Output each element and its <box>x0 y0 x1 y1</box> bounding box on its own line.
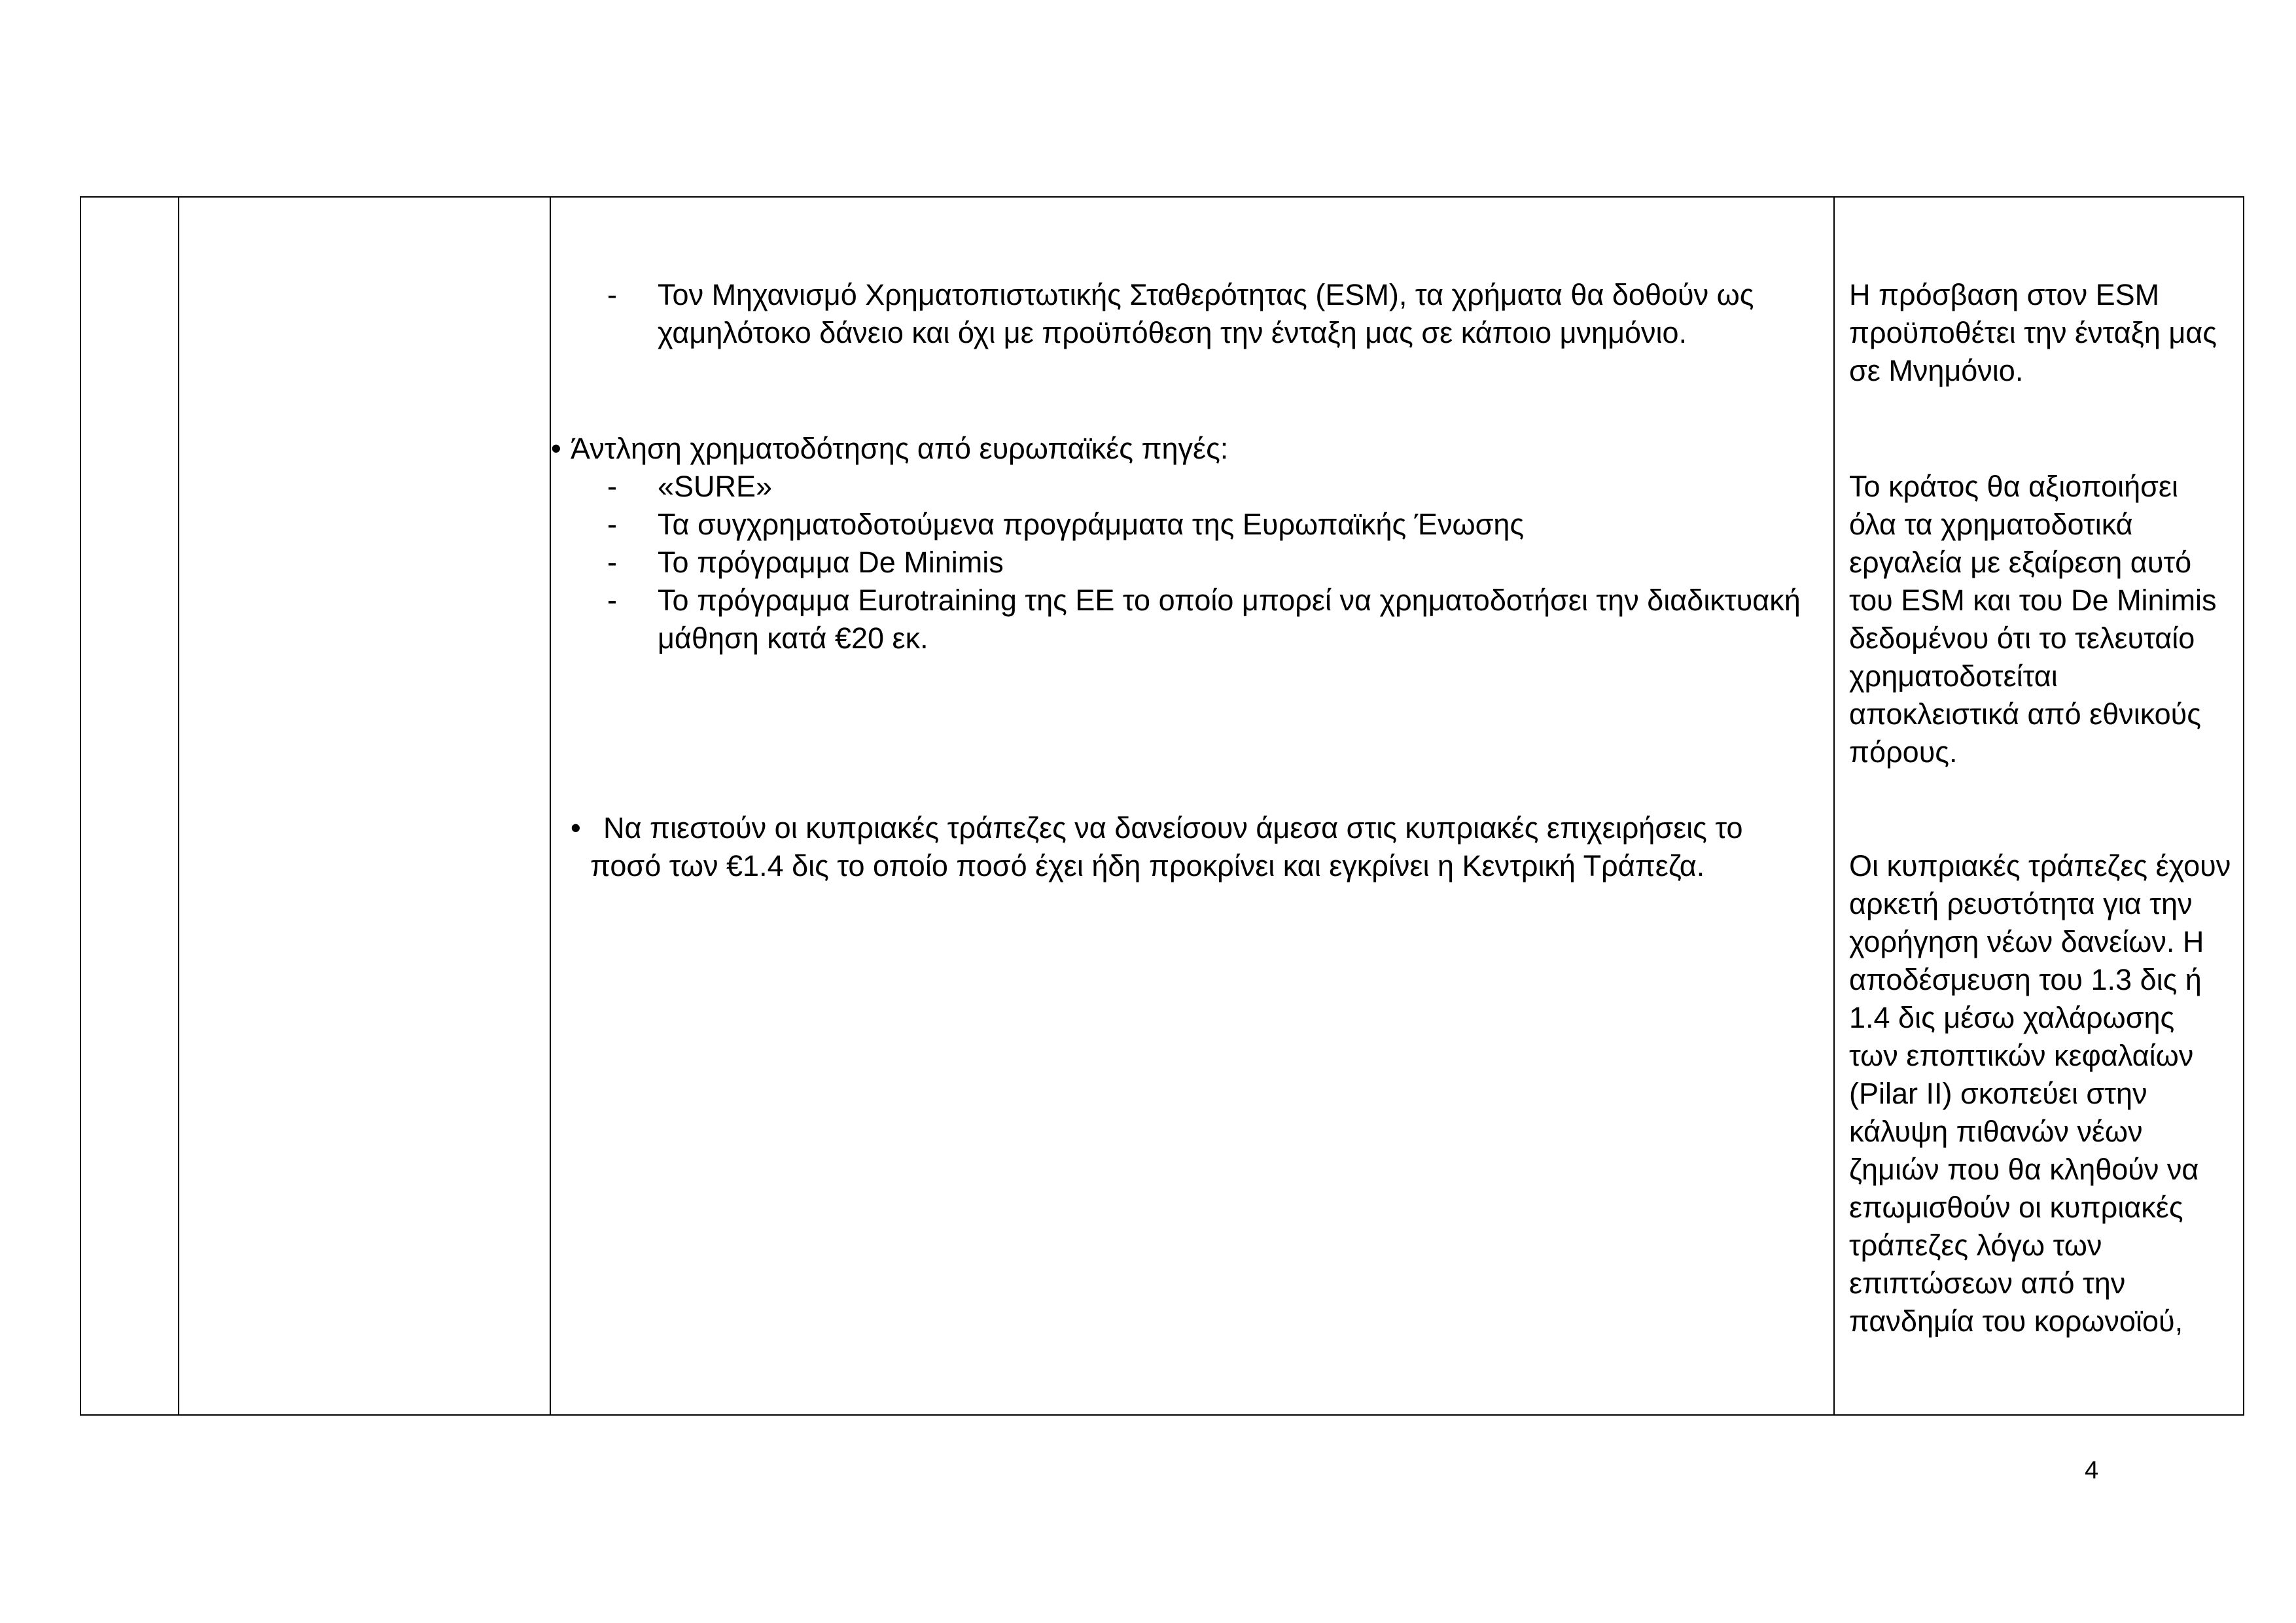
comments-cell <box>1834 197 2244 1415</box>
list-item <box>551 582 1833 657</box>
list-item-text: Το πρόγραμμα De Minimis <box>658 546 1004 579</box>
comment-eu-funding: Το κράτος θα αξιοποιήσει όλα τα χρηματοδοτικά εργαλεία με εξαίρεση αυτό του ESM και του De Minimis δεδομένου ότι το τελευταίο χρηματοδοτείται αποκλειστικά από εθνικούς πόρους. <box>1849 470 2217 769</box>
esm-block <box>551 198 1833 352</box>
bullet-heading <box>551 430 1833 468</box>
bullet-paragraph <box>551 809 1833 885</box>
dash-marker: - <box>607 546 617 579</box>
comment-bank-lending: Οι κυπριακές τράπεζες έχουν αρκετή ρευστότητα για την χορήγηση νέων δανείων. Η αποδέσμευση του 1.3 δις ή 1.4 δις μέσω χαλάρωσης των εποπτικών κεφαλαίων (Pilar II) σκοπεύει στην κάλυψη πιθανών νέων ζημιών που θα κληθούν να επωμισθούν οι κυπριακές τράπεζες λόγω των επιπτώσεων από την πανδημία του κορωνοϊού, <box>1849 849 2231 1338</box>
list-item-text: Τον Μηχανισμό Χρηματοπιστωτικής Σταθερότητας (ESM), τα χρήματα θα δοθούν ως χαμηλότοκο δάνειο και όχι με προϋπόθεση την ένταξη μας σε κάποιο μνημόνιο. <box>658 278 1754 349</box>
bullet-marker: • <box>551 432 561 465</box>
table-row <box>80 197 2244 1415</box>
list-item <box>551 544 1833 582</box>
list-item <box>551 506 1833 544</box>
list-item-text: Τα συγχρηματοδοτούμενα προγράμματα της Ευρωπαϊκής Ένωσης <box>658 508 1525 541</box>
page-number: 4 <box>2085 1457 2099 1484</box>
eu-funding-block <box>551 430 1833 657</box>
proposals-cell <box>550 197 1834 1415</box>
dash-marker: - <box>607 508 617 541</box>
dash-marker: - <box>607 278 617 311</box>
empty-cell-category <box>179 197 550 1415</box>
empty-cell-number <box>80 197 179 1415</box>
bullet-marker: • <box>571 811 581 845</box>
dash-marker: - <box>607 584 617 617</box>
bullet-heading-text: Άντληση χρηματοδότησης από ευρωπαϊκές πηγές: <box>571 432 1229 465</box>
bank-lending-block <box>551 809 1833 885</box>
content-table <box>80 196 2244 1416</box>
comment-esm: Η πρόσβαση στον ESM προϋποθέτει την ένταξη μας σε Μνημόνιο. <box>1849 278 2217 387</box>
bullet-paragraph-text: Να πιεστούν οι κυπριακές τράπεζες να δανείσουν άμεσα στις κυπριακές επιχειρήσεις το ποσό των €1.4 δις το οποίο ποσό έχει ήδη προκρίνει και εγκρίνει η Κεντρική Τράπεζα. <box>590 811 1743 882</box>
list-item-text: «SURE» <box>658 470 773 503</box>
list-item-text: Το πρόγραμμα Eurotraining της ΕΕ το οποίο μπορεί να χρηματοδοτήσει την διαδικτυακή μάθηση κατά €20 εκ. <box>658 584 1801 655</box>
list-item <box>551 276 1833 352</box>
dash-marker: - <box>607 470 617 503</box>
list-item <box>551 468 1833 506</box>
